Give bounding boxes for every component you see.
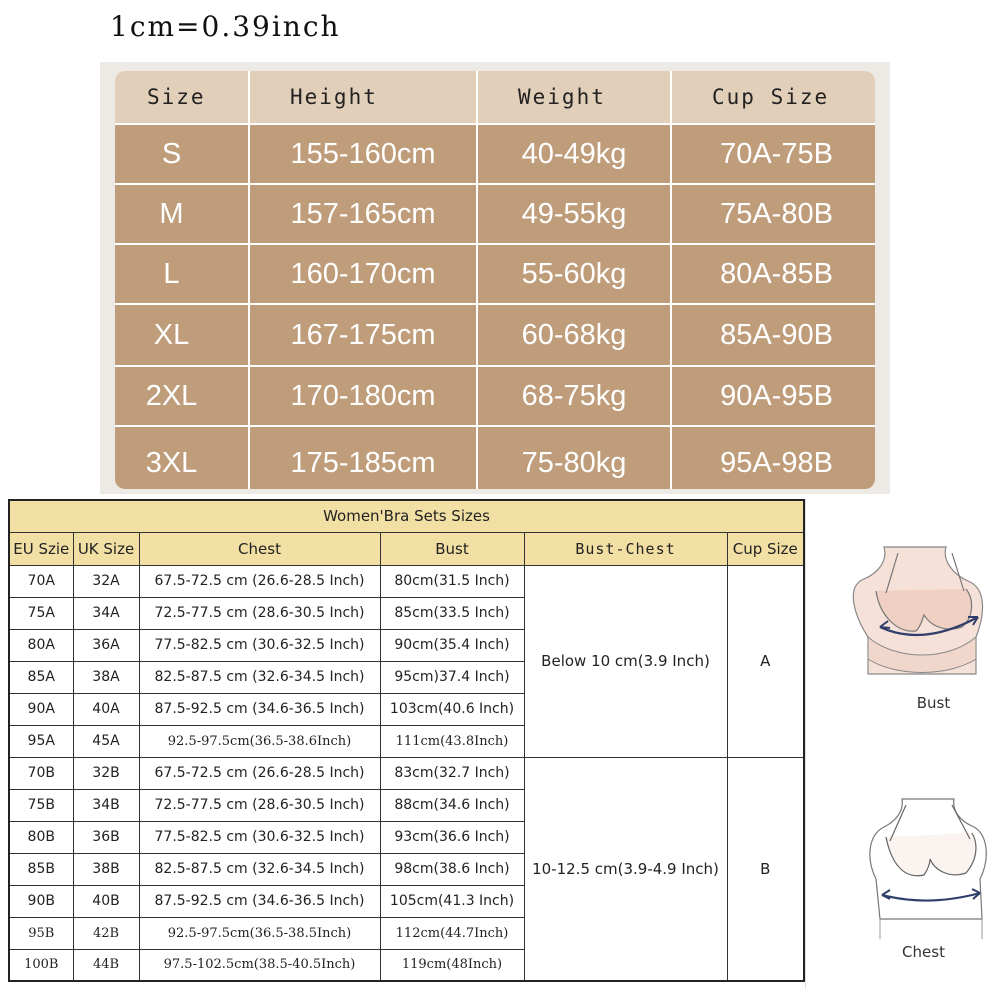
eu-size-cell: 85B	[9, 853, 73, 885]
uk-size-cell: 40B	[73, 885, 139, 917]
chest-cell: 72.5-77.5 cm (28.6-30.5 Inch)	[139, 789, 380, 821]
height-cell: 160-170cm	[250, 245, 476, 303]
size-cell: 2XL	[115, 367, 248, 425]
chest-cell: 87.5-92.5 cm (34.6-36.5 Inch)	[139, 885, 380, 917]
bra-header-bust: Bust	[380, 532, 524, 565]
uk-size-cell: 38B	[73, 853, 139, 885]
measurement-illustration-panel	[805, 499, 1000, 989]
measurement-illustration	[806, 499, 1000, 989]
bust-cell: 85cm(33.5 Inch)	[380, 597, 524, 629]
height-cell: 175-185cm	[250, 427, 476, 489]
bust-cell: 93cm(36.6 Inch)	[380, 821, 524, 853]
weight-cell: 49-55kg	[478, 185, 670, 243]
chest-cell: 82.5-87.5 cm (32.6-34.5 Inch)	[139, 661, 380, 693]
uk-size-cell: 32B	[73, 757, 139, 789]
eu-size-cell: 95A	[9, 725, 73, 757]
size-cell: L	[115, 245, 248, 303]
uk-size-cell: 45A	[73, 725, 139, 757]
bra-header-bust-chest: Bust-Chest	[524, 532, 727, 565]
eu-size-cell: 80B	[9, 821, 73, 853]
cup-cell: 80A-85B	[672, 245, 875, 303]
weight-cell: 40-49kg	[478, 125, 670, 183]
size-cell: 3XL	[115, 427, 248, 489]
eu-size-cell: 70A	[9, 565, 73, 597]
bust-cell: 105cm(41.3 Inch)	[380, 885, 524, 917]
size-header-weight: Weight	[478, 71, 670, 123]
weight-cell: 75-80kg	[478, 427, 670, 489]
eu-size-cell: 80A	[9, 629, 73, 661]
table-row	[9, 757, 804, 789]
size-header-cup: Cup Size	[672, 71, 875, 123]
chest-cell: 87.5-92.5 cm (34.6-36.5 Inch)	[139, 693, 380, 725]
chest-cell: 77.5-82.5 cm (30.6-32.5 Inch)	[139, 821, 380, 853]
cup-cell: 70A-75B	[672, 125, 875, 183]
uk-size-cell: 38A	[73, 661, 139, 693]
bust-cell: 98cm(38.6 Inch)	[380, 853, 524, 885]
height-cell: 155-160cm	[250, 125, 476, 183]
bra-table-title: Women'Bra Sets Sizes	[9, 500, 804, 532]
eu-size-cell: 75A	[9, 597, 73, 629]
uk-size-cell: 42B	[73, 917, 139, 949]
size-header-height: Height	[250, 71, 476, 123]
bust-cell: 90cm(35.4 Inch)	[380, 629, 524, 661]
uk-size-cell: 36A	[73, 629, 139, 661]
chest-cell: 92.5-97.5cm(36.5-38.6Inch)	[139, 725, 380, 757]
weight-cell: 60-68kg	[478, 305, 670, 365]
chest-cell: 67.5-72.5 cm (26.6-28.5 Inch)	[139, 757, 380, 789]
weight-cell: 68-75kg	[478, 367, 670, 425]
size-cell: S	[115, 125, 248, 183]
uk-size-cell: 32A	[73, 565, 139, 597]
chest-cell: 77.5-82.5 cm (30.6-32.5 Inch)	[139, 629, 380, 661]
bra-header-chest: Chest	[139, 532, 380, 565]
uk-size-cell: 34B	[73, 789, 139, 821]
chest-cell: 92.5-97.5cm(36.5-38.5Inch)	[139, 917, 380, 949]
cup-cell: 75A-80B	[672, 185, 875, 243]
eu-size-cell: 75B	[9, 789, 73, 821]
eu-size-cell: 70B	[9, 757, 73, 789]
size-cell: M	[115, 185, 248, 243]
cup-b-cell: B	[727, 757, 804, 981]
cup-a-cell: A	[727, 565, 804, 757]
chest-mannequin-icon	[870, 799, 986, 939]
bust-chest-a-cell: Below 10 cm(3.9 Inch)	[524, 565, 727, 757]
bra-header-uk: UK Size	[73, 532, 139, 565]
cup-cell: 85A-90B	[672, 305, 875, 365]
chest-caption: Chest	[902, 943, 945, 961]
bra-header-eu: EU Szie	[9, 532, 73, 565]
weight-cell: 55-60kg	[478, 245, 670, 303]
bust-cell: 112cm(44.7Inch)	[380, 917, 524, 949]
bust-cell: 103cm(40.6 Inch)	[380, 693, 524, 725]
uk-size-cell: 34A	[73, 597, 139, 629]
eu-size-cell: 85A	[9, 661, 73, 693]
eu-size-cell: 100B	[9, 949, 73, 981]
uk-size-cell: 44B	[73, 949, 139, 981]
size-cell: XL	[115, 305, 248, 365]
unit-conversion-note: 1cm=0.39inch	[110, 10, 341, 43]
bra-size-table	[8, 499, 805, 982]
eu-size-cell: 95B	[9, 917, 73, 949]
size-chart-panel	[100, 62, 890, 494]
uk-size-cell: 36B	[73, 821, 139, 853]
chest-cell: 67.5-72.5 cm (26.6-28.5 Inch)	[139, 565, 380, 597]
chest-cell: 72.5-77.5 cm (28.6-30.5 Inch)	[139, 597, 380, 629]
eu-size-cell: 90B	[9, 885, 73, 917]
bust-cell: 80cm(31.5 Inch)	[380, 565, 524, 597]
bust-chest-b-cell: 10-12.5 cm(3.9-4.9 Inch)	[524, 757, 727, 981]
uk-size-cell: 40A	[73, 693, 139, 725]
bust-cell: 88cm(34.6 Inch)	[380, 789, 524, 821]
eu-size-cell: 90A	[9, 693, 73, 725]
bust-caption: Bust	[916, 694, 951, 712]
table-row	[9, 565, 804, 597]
bust-cell: 83cm(32.7 Inch)	[380, 757, 524, 789]
bust-cell: 119cm(48Inch)	[380, 949, 524, 981]
height-cell: 170-180cm	[250, 367, 476, 425]
bust-cell: 95cm)37.4 Inch)	[380, 661, 524, 693]
size-header-size: Size	[115, 71, 248, 123]
height-cell: 167-175cm	[250, 305, 476, 365]
chest-cell: 82.5-87.5 cm (32.6-34.5 Inch)	[139, 853, 380, 885]
cup-cell: 90A-95B	[672, 367, 875, 425]
height-cell: 157-165cm	[250, 185, 476, 243]
bust-mannequin-icon	[853, 547, 982, 674]
bra-header-cup: Cup Size	[727, 532, 804, 565]
chest-cell: 97.5-102.5cm(38.5-40.5Inch)	[139, 949, 380, 981]
size-chart-table	[115, 71, 875, 489]
cup-cell: 95A-98B	[672, 427, 875, 489]
bust-cell: 111cm(43.8Inch)	[380, 725, 524, 757]
